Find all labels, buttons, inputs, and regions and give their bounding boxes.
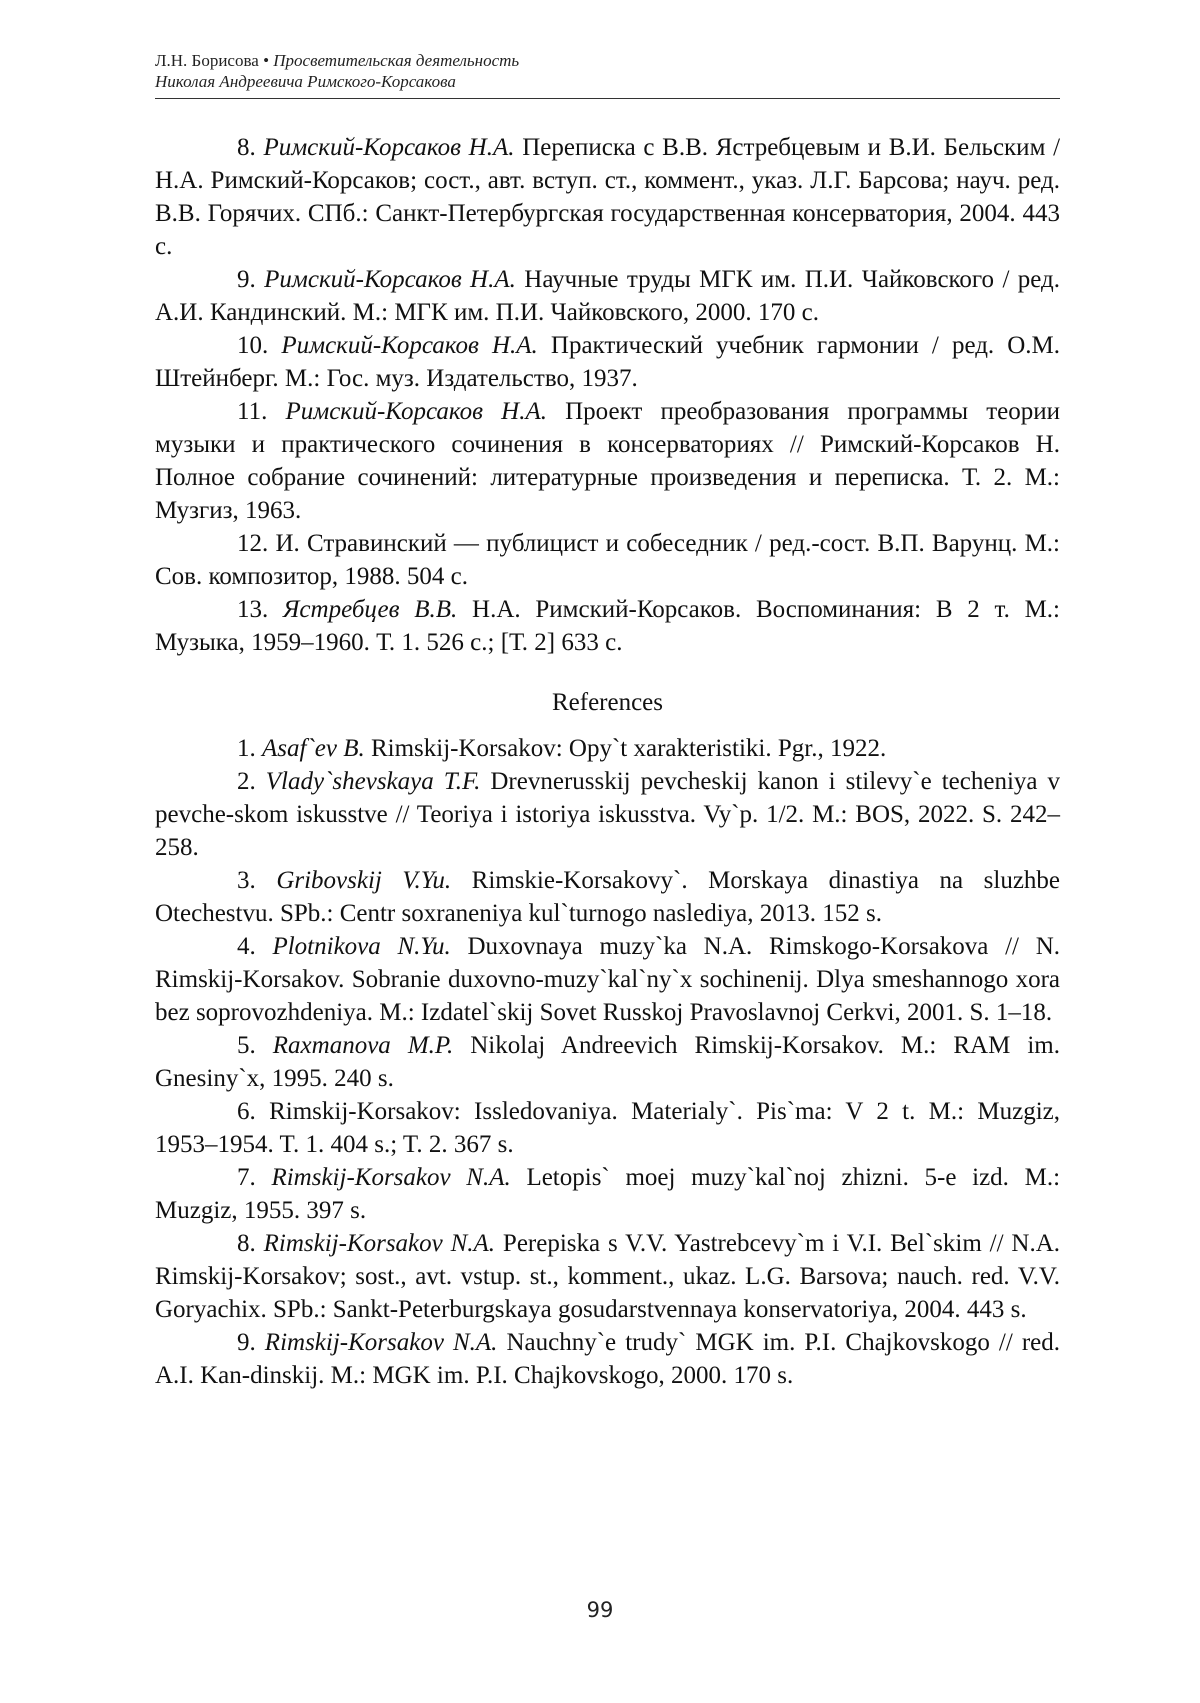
ref-number: 5. (237, 1032, 256, 1059)
ref-text: Letopis` moej muzy`kal`noj zhizni. 5-e izd. M.: Muzgiz, 1955. 397 s. (155, 1164, 1061, 1224)
header-author: Л.Н. Борисова (155, 51, 259, 70)
ru-reference-12 (155, 527, 1060, 593)
en-reference-1 (155, 732, 1060, 765)
en-reference-4 (155, 930, 1060, 1029)
ru-reference-11 (155, 395, 1060, 527)
ref-text: Perepiska s V.V. Yastrebcevy`m i V.I. Bel`skim // N.A. Rimskij-Korsakov; sost., avt. vstup. st., komment., ukaz. L.G. Barsova; nauch. red. V.V. Goryachix. SPb.: Sankt-Peterburgskaya gosudarstvennaya konservatoriya, 2004. 443 s. (155, 1230, 1061, 1323)
ref-author: Vlady`shevskaya T.F. (265, 768, 481, 795)
ref-number: 3. (237, 867, 256, 894)
ref-text: Практический учебник гармонии / ред. О.М. Штейнберг. М.: Гос. муз. Издательство, 1937. (155, 332, 1061, 392)
ref-author: Raxmanova M.P. (272, 1032, 454, 1059)
en-reference-7 (155, 1161, 1060, 1227)
ref-text: Rimskie-Korsakovy`. Morskaya dinastiya na sluzhbe Otechestvu. SPb.: Centr soxraneniya kul`turnogo naslediya, 2013. 152 s. (155, 867, 1061, 927)
ref-number: 13. (237, 596, 269, 623)
ref-text: Duxovnaya muzy`ka N.A. Rimskogo-Korsakova // N. Rimskij-Korsakov. Sobranie duxovno-muzy`kal`ny`x sochinenij. Dlya smeshannogo xora bez soprovozhdeniya. M.: Izdatel`skij Sovet Russkoj Pravoslavnoj Cerkvi, 2001. S. 1–18. (155, 933, 1061, 1026)
ref-text: Nauchny`e trudy` MGK im. P.I. Chajkovskogo // red. A.I. Kan-dinskij. M.: MGK im. P.I. Chajkovskogo, 2000. 170 s. (155, 1329, 1061, 1389)
header-title-line-1: Просветительская деятельность (273, 51, 520, 70)
ru-reference-8 (155, 131, 1060, 263)
ref-author: Rimskij-Korsakov N.A. (271, 1164, 511, 1191)
ref-text: Проект преобразования программы теории музыки и практического сочинения в консерваториях // Римский-Корсаков Н. Полное собрание сочинений: литературные произведения и переписка. Т. 2. М.: Музгиз, 1963. (155, 398, 1061, 524)
ref-number: 12. (237, 530, 269, 557)
ref-text: Переписка с В.В. Ястребцевым и В.И. Бельским / Н.А. Римский-Корсаков; сост., авт. вступ. ст., коммент., указ. Л.Г. Барсова; науч. ред. В.В. Горячих. СПб.: Санкт-Петербургская государственная консерватория, 2004. 443 с. (155, 134, 1061, 260)
en-reference-8 (155, 1227, 1060, 1326)
header-title-line-2: Николая Андреевича Римского-Корсакова (155, 72, 456, 91)
ref-text: Научные труды МГК им. П.И. Чайковского / ред. А.И. Кандинский. М.: МГК им. П.И. Чайковского, 2000. 170 с. (155, 266, 1061, 326)
header-separator: • (263, 51, 270, 70)
ref-author: Римский-Корсаков Н.А. (285, 398, 547, 425)
en-reference-3 (155, 864, 1060, 930)
ref-author: Римский-Корсаков Н.А. (281, 332, 538, 359)
ref-number: 8. (237, 1230, 256, 1257)
ref-text: Drevnerusskij pevcheskij kanon i stilevy`e techeniya v pevche-skom iskusstve // Teoriya i istoriya iskusstva. Vy`p. 1/2. M.: BOS, 2022. S. 242–258. (155, 768, 1061, 861)
en-reference-9 (155, 1326, 1060, 1392)
header-rule (155, 98, 1060, 99)
ref-author: Plotnikova N.Yu. (272, 933, 451, 960)
ru-reference-9 (155, 263, 1060, 329)
ref-text: Rimskij-Korsakov: Opy`t xarakteristiki. Pgr., 1922. (370, 735, 887, 762)
ref-number: 1. (237, 735, 256, 762)
running-head-line-1 (155, 50, 1060, 71)
ref-text: Nikolaj Andreevich Rimskij-Korsakov. M.: RAM im. Gnesiny`x, 1995. 240 s. (155, 1032, 1060, 1092)
ref-author: Rimskij-Korsakov N.A. (264, 1329, 498, 1356)
ref-number: 9. (237, 266, 256, 293)
references-body (155, 131, 1060, 1392)
ru-reference-10 (155, 329, 1060, 395)
ref-author: Rimskij-Korsakov N.A. (263, 1230, 496, 1257)
references-heading: References (551, 689, 664, 716)
ref-number: 4. (237, 933, 256, 960)
ref-author: Asaf`ev B. (262, 735, 365, 762)
ref-number: 9. (237, 1329, 256, 1356)
ref-author: Ястребцев В.В. (283, 596, 458, 623)
ref-number: 6. (237, 1098, 256, 1125)
ref-text: Н.А. Римский-Корсаков. Воспоминания: В 2 т. М.: Музыка, 1959–1960. Т. 1. 526 с.; [Т. 2] 633 с. (155, 596, 1060, 656)
en-reference-6 (155, 1095, 1060, 1161)
ref-number: 11. (237, 398, 268, 425)
ru-reference-13 (155, 593, 1060, 659)
ref-number: 2. (237, 768, 256, 795)
ref-author: Римский-Корсаков Н.А. (263, 134, 515, 161)
en-reference-2 (155, 765, 1060, 864)
page-number: 99 (586, 1598, 614, 1622)
en-reference-5 (155, 1029, 1060, 1095)
ref-text: Rimskij-Korsakov: Issledovaniya. Materialy`. Pis`ma: V 2 t. M.: Muzgiz, 1953–1954. T. 1. 404 s.; T. 2. 367 s. (155, 1098, 1061, 1158)
ref-number: 10. (237, 332, 269, 359)
running-head (155, 50, 1060, 92)
ref-author: Римский-Корсаков Н.А. (264, 266, 516, 293)
ref-author: Gribovskij V.Yu. (276, 867, 452, 894)
ref-text: И. Стравинский — публицист и собеседник / ред.-сост. В.П. Варунц. М.: Сов. композитор, 1988. 504 с. (155, 530, 1060, 590)
ref-number: 8. (237, 134, 256, 161)
ref-number: 7. (237, 1164, 256, 1191)
